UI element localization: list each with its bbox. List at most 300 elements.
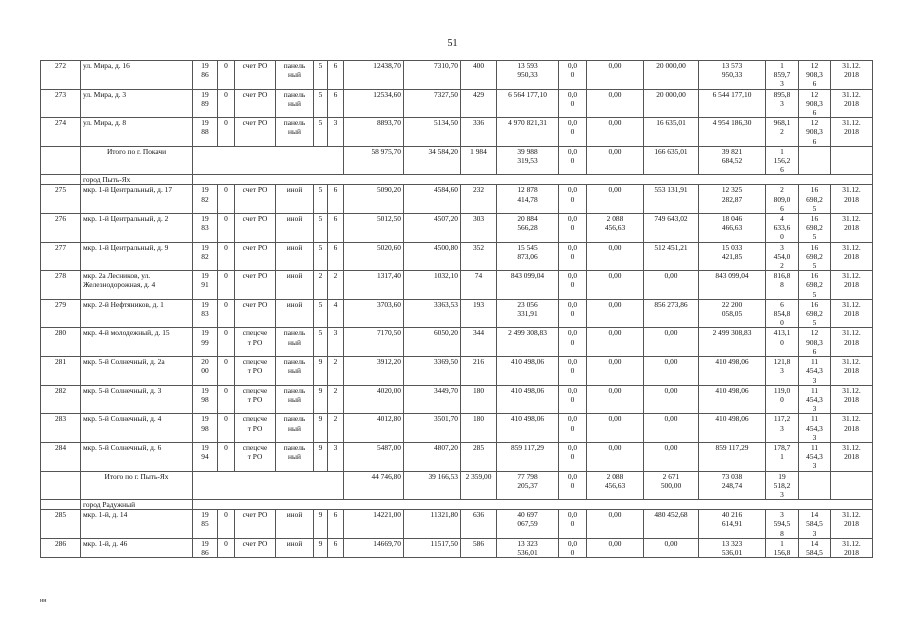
cell-f4: 22 200 058,05 [699, 299, 766, 328]
cell-fl: 9 [314, 510, 328, 539]
cell-res: 352 [461, 242, 497, 271]
cell-en: 6 [328, 242, 344, 271]
cell-wall: иной [276, 214, 314, 243]
empty-cell [41, 146, 81, 175]
cell-n: 275 [41, 185, 81, 214]
cell-fl: 2 [314, 271, 328, 300]
cell-f4: 6 544 177,10 [699, 89, 766, 118]
cell-mx: 16 698,2 5 [799, 271, 831, 300]
cell-wall: панель ный [276, 385, 314, 414]
total-f1: 0,0 0 [559, 146, 587, 175]
cell-f1: 0,0 0 [559, 414, 587, 443]
cell-f3: 553 131,91 [644, 185, 699, 214]
cell-a1: 4012,80 [344, 414, 404, 443]
cell-f2: 2 088 456,63 [587, 214, 644, 243]
cell-n: 273 [41, 89, 81, 118]
cell-f2: 0,00 [587, 185, 644, 214]
cell-a1: 5012,50 [344, 214, 404, 243]
cell-date: 31.12. 2018 [831, 89, 873, 118]
cell-en: 2 [328, 385, 344, 414]
cell-a1: 14221,00 [344, 510, 404, 539]
cell-z: 0 [218, 89, 235, 118]
cell-wall: иной [276, 299, 314, 328]
cell-f2: 0,00 [587, 299, 644, 328]
cell-sp: 968,1 2 [766, 118, 799, 147]
cell-wall: панель ный [276, 328, 314, 357]
cell-f1: 0,0 0 [559, 214, 587, 243]
total-row [41, 146, 873, 175]
cell-total: 2 499 308,83 [497, 328, 559, 357]
total-label: Итого по г. Пыть-Ях [81, 471, 193, 500]
empty-cell [799, 146, 831, 175]
total-a1: 58 975,70 [344, 146, 404, 175]
cell-f1: 0,0 0 [559, 185, 587, 214]
total-a2: 39 166,53 [404, 471, 461, 500]
cell-n: 281 [41, 357, 81, 386]
cell-a2: 7327,50 [404, 89, 461, 118]
cell-a2: 11517,50 [404, 538, 461, 557]
cell-f3: 0,00 [644, 328, 699, 357]
total-sp: 19 518,2 3 [766, 471, 799, 500]
cell-f3: 0,00 [644, 442, 699, 471]
cell-f4: 843 099,04 [699, 271, 766, 300]
total-res: 1 984 [461, 146, 497, 175]
table-body [41, 61, 873, 558]
total-f4: 39 821 684,52 [699, 146, 766, 175]
cell-en: 2 [328, 271, 344, 300]
table-row [41, 442, 873, 471]
cell-fund: спецсче т РО [235, 328, 276, 357]
cell-z: 0 [218, 510, 235, 539]
cell-wall: иной [276, 510, 314, 539]
cell-a2: 4807,20 [404, 442, 461, 471]
cell-date: 31.12. 2018 [831, 118, 873, 147]
cell-total: 410 498,06 [497, 414, 559, 443]
cell-f1: 0,0 0 [559, 61, 587, 90]
cell-mx: 14 584,5 3 [799, 510, 831, 539]
cell-year: 19 86 [193, 538, 218, 557]
cell-mx: 16 698,2 5 [799, 299, 831, 328]
cell-mx: 11 454,3 3 [799, 414, 831, 443]
cell-mx: 16 698,2 5 [799, 242, 831, 271]
empty-cell [799, 471, 831, 500]
cell-date: 31.12. 2018 [831, 385, 873, 414]
cell-n: 278 [41, 271, 81, 300]
cell-en: 3 [328, 442, 344, 471]
cell-year: 20 00 [193, 357, 218, 386]
table-row [41, 385, 873, 414]
total-label: Итого по г. Покачи [81, 146, 193, 175]
cell-sp: 1 859,7 3 [766, 61, 799, 90]
cell-year: 19 98 [193, 414, 218, 443]
cell-a2: 6050,20 [404, 328, 461, 357]
cell-res: 285 [461, 442, 497, 471]
cell-f3: 0,00 [644, 538, 699, 557]
cell-n: 285 [41, 510, 81, 539]
total-f3: 166 635,01 [644, 146, 699, 175]
cell-date: 31.12. 2018 [831, 538, 873, 557]
cell-mx: 16 698,2 5 [799, 185, 831, 214]
cell-en: 2 [328, 357, 344, 386]
cell-date: 31.12. 2018 [831, 299, 873, 328]
cell-f1: 0,0 0 [559, 271, 587, 300]
table-row [41, 357, 873, 386]
section-header-row [41, 500, 873, 510]
cell-addr: мкр. 5-й Солнечный, д. 3 [81, 385, 193, 414]
cell-wall: иной [276, 185, 314, 214]
footer-mark: нн [40, 598, 47, 604]
cell-res: 336 [461, 118, 497, 147]
cell-f4: 18 046 466,63 [699, 214, 766, 243]
cell-mx: 11 454,3 3 [799, 357, 831, 386]
cell-en: 3 [328, 328, 344, 357]
cell-total: 6 564 177,10 [497, 89, 559, 118]
cell-f3: 0,00 [644, 414, 699, 443]
cell-en: 6 [328, 538, 344, 557]
cell-wall: панель ный [276, 61, 314, 90]
table-row [41, 299, 873, 328]
empty-cell [41, 500, 81, 510]
cell-fl: 9 [314, 385, 328, 414]
cell-f4: 13 573 950,33 [699, 61, 766, 90]
empty-cell [41, 175, 81, 185]
cell-res: 400 [461, 61, 497, 90]
cell-f4: 4 954 186,30 [699, 118, 766, 147]
cell-f3: 0,00 [644, 271, 699, 300]
cell-mx: 11 454,3 3 [799, 442, 831, 471]
cell-f3: 749 643,02 [644, 214, 699, 243]
cell-fund: спецсче т РО [235, 385, 276, 414]
cell-a2: 4507,20 [404, 214, 461, 243]
cell-n: 280 [41, 328, 81, 357]
empty-cell [831, 146, 873, 175]
empty-cell [193, 175, 873, 185]
cell-fund: счет РО [235, 118, 276, 147]
total-f3: 2 671 500,00 [644, 471, 699, 500]
cell-f4: 15 033 421,85 [699, 242, 766, 271]
cell-sp: 178,7 1 [766, 442, 799, 471]
empty-cell [193, 146, 344, 175]
cell-sp: 6 854,8 0 [766, 299, 799, 328]
cell-n: 276 [41, 214, 81, 243]
cell-f3: 0,00 [644, 357, 699, 386]
cell-addr: ул. Мира, д. 16 [81, 61, 193, 90]
cell-year: 19 98 [193, 385, 218, 414]
cell-a2: 3369,50 [404, 357, 461, 386]
cell-f2: 0,00 [587, 242, 644, 271]
cell-res: 429 [461, 89, 497, 118]
cell-f4: 12 325 282,87 [699, 185, 766, 214]
cell-addr: мкр. 2а Лесников, ул. Железнодорожная, д. 4 [81, 271, 193, 300]
cell-z: 0 [218, 214, 235, 243]
cell-res: 232 [461, 185, 497, 214]
cell-year: 19 82 [193, 242, 218, 271]
cell-f1: 0,0 0 [559, 510, 587, 539]
cell-a2: 7310,70 [404, 61, 461, 90]
cell-total: 859 117,29 [497, 442, 559, 471]
table-row [41, 214, 873, 243]
cell-mx: 12 908,3 6 [799, 328, 831, 357]
cell-res: 303 [461, 214, 497, 243]
table-row [41, 414, 873, 443]
cell-date: 31.12. 2018 [831, 328, 873, 357]
cell-total: 410 498,06 [497, 357, 559, 386]
table-row [41, 510, 873, 539]
cell-mx: 11 454,3 3 [799, 385, 831, 414]
cell-sp: 1 156,8 [766, 538, 799, 557]
cell-year: 19 88 [193, 118, 218, 147]
cell-addr: ул. Мира, д. 3 [81, 89, 193, 118]
cell-a1: 5090,20 [344, 185, 404, 214]
table-row [41, 271, 873, 300]
cell-z: 0 [218, 442, 235, 471]
cell-addr: мкр. 5-й Солнечный, д. 2а [81, 357, 193, 386]
cell-fl: 9 [314, 357, 328, 386]
cell-wall: панель ный [276, 118, 314, 147]
cell-sp: 2 809,0 6 [766, 185, 799, 214]
cell-f1: 0,0 0 [559, 89, 587, 118]
cell-total: 12 878 414,78 [497, 185, 559, 214]
empty-cell [41, 471, 81, 500]
cell-a1: 12534,60 [344, 89, 404, 118]
cell-fund: счет РО [235, 538, 276, 557]
cell-addr: мкр. 1-й Центральный, д. 2 [81, 214, 193, 243]
cell-sp: 895,8 3 [766, 89, 799, 118]
cell-year: 19 82 [193, 185, 218, 214]
cell-n: 282 [41, 385, 81, 414]
table-row [41, 328, 873, 357]
cell-date: 31.12. 2018 [831, 185, 873, 214]
cell-addr: мкр. 1-й Центральный, д. 17 [81, 185, 193, 214]
cell-en: 4 [328, 299, 344, 328]
total-res: 2 359,00 [461, 471, 497, 500]
cell-z: 0 [218, 185, 235, 214]
cell-fund: счет РО [235, 271, 276, 300]
cell-f3: 16 635,01 [644, 118, 699, 147]
cell-f1: 0,0 0 [559, 538, 587, 557]
total-total: 39 988 319,53 [497, 146, 559, 175]
cell-sp: 3 454,0 2 [766, 242, 799, 271]
cell-year: 19 94 [193, 442, 218, 471]
cell-res: 216 [461, 357, 497, 386]
cell-sp: 119,0 0 [766, 385, 799, 414]
cell-fl: 5 [314, 61, 328, 90]
cell-f3: 0,00 [644, 385, 699, 414]
cell-year: 19 85 [193, 510, 218, 539]
cell-f4: 40 216 614,91 [699, 510, 766, 539]
cell-total: 13 323 536,01 [497, 538, 559, 557]
cell-mx: 12 908,3 6 [799, 61, 831, 90]
cell-f4: 13 323 536,01 [699, 538, 766, 557]
cell-res: 586 [461, 538, 497, 557]
cell-f2: 0,00 [587, 118, 644, 147]
cell-year: 19 91 [193, 271, 218, 300]
cell-mx: 12 908,3 6 [799, 89, 831, 118]
cell-en: 6 [328, 185, 344, 214]
cell-n: 283 [41, 414, 81, 443]
cell-fl: 9 [314, 414, 328, 443]
cell-fl: 5 [314, 328, 328, 357]
section-title: город Радужный [81, 500, 193, 510]
cell-f1: 0,0 0 [559, 118, 587, 147]
empty-cell [193, 500, 873, 510]
cell-wall: иной [276, 271, 314, 300]
cell-f2: 0,00 [587, 328, 644, 357]
cell-a1: 3912,20 [344, 357, 404, 386]
cell-z: 0 [218, 271, 235, 300]
table-row [41, 242, 873, 271]
cell-year: 19 99 [193, 328, 218, 357]
cell-a2: 3363,53 [404, 299, 461, 328]
cell-total: 4 970 821,31 [497, 118, 559, 147]
cell-mx: 14 584,5 [799, 538, 831, 557]
cell-addr: мкр. 1-й, д. 14 [81, 510, 193, 539]
cell-fl: 5 [314, 214, 328, 243]
cell-total: 20 884 566,28 [497, 214, 559, 243]
cell-addr: мкр. 5-й Солнечный, д. 6 [81, 442, 193, 471]
cell-fl: 9 [314, 538, 328, 557]
table-row [41, 89, 873, 118]
cell-f3: 20 000,00 [644, 89, 699, 118]
cell-wall: панель ный [276, 89, 314, 118]
cell-a1: 1317,40 [344, 271, 404, 300]
cell-n: 284 [41, 442, 81, 471]
cell-a2: 3501,70 [404, 414, 461, 443]
cell-a2: 1032,10 [404, 271, 461, 300]
cell-z: 0 [218, 242, 235, 271]
cell-a1: 12438,70 [344, 61, 404, 90]
cell-f4: 410 498,06 [699, 414, 766, 443]
cell-fund: счет РО [235, 242, 276, 271]
total-f1: 0,0 0 [559, 471, 587, 500]
table-row [41, 118, 873, 147]
cell-a1: 7170,50 [344, 328, 404, 357]
cell-wall: иной [276, 242, 314, 271]
cell-z: 0 [218, 538, 235, 557]
cell-sp: 121,8 3 [766, 357, 799, 386]
cell-a2: 3449,70 [404, 385, 461, 414]
cell-n: 286 [41, 538, 81, 557]
cell-z: 0 [218, 385, 235, 414]
cell-a2: 4500,80 [404, 242, 461, 271]
cell-f2: 0,00 [587, 510, 644, 539]
cell-addr: мкр. 1-й Центральный, д. 9 [81, 242, 193, 271]
cell-date: 31.12. 2018 [831, 214, 873, 243]
cell-f3: 20 000,00 [644, 61, 699, 90]
cell-date: 31.12. 2018 [831, 510, 873, 539]
cell-a1: 8893,70 [344, 118, 404, 147]
cell-f2: 0,00 [587, 442, 644, 471]
cell-date: 31.12. 2018 [831, 61, 873, 90]
cell-fund: счет РО [235, 299, 276, 328]
cell-f2: 0,00 [587, 271, 644, 300]
cell-fl: 9 [314, 442, 328, 471]
cell-fund: счет РО [235, 61, 276, 90]
cell-fund: счет РО [235, 185, 276, 214]
cell-f1: 0,0 0 [559, 385, 587, 414]
cell-n: 272 [41, 61, 81, 90]
cell-en: 6 [328, 89, 344, 118]
cell-f1: 0,0 0 [559, 357, 587, 386]
cell-fl: 5 [314, 118, 328, 147]
total-f2: 0,00 [587, 146, 644, 175]
cell-fl: 5 [314, 299, 328, 328]
cell-mx: 16 698,2 5 [799, 214, 831, 243]
cell-date: 31.12. 2018 [831, 357, 873, 386]
cell-sp: 3 594,5 8 [766, 510, 799, 539]
cell-a2: 4584,60 [404, 185, 461, 214]
cell-f3: 480 452,68 [644, 510, 699, 539]
cell-en: 3 [328, 118, 344, 147]
cell-f4: 410 498,06 [699, 357, 766, 386]
section-header-row [41, 175, 873, 185]
cell-fl: 5 [314, 185, 328, 214]
cell-res: 180 [461, 414, 497, 443]
section-title: город Пыть-Ях [81, 175, 193, 185]
cell-a2: 11321,80 [404, 510, 461, 539]
cell-a1: 5487,00 [344, 442, 404, 471]
cell-sp: 816,8 8 [766, 271, 799, 300]
table-row [41, 61, 873, 90]
total-a2: 34 584,20 [404, 146, 461, 175]
cell-en: 6 [328, 61, 344, 90]
cell-f3: 856 273,86 [644, 299, 699, 328]
cell-n: 277 [41, 242, 81, 271]
total-sp: 1 156,2 6 [766, 146, 799, 175]
cell-wall: иной [276, 538, 314, 557]
cell-a1: 3703,60 [344, 299, 404, 328]
cell-f2: 0,00 [587, 357, 644, 386]
cell-n: 274 [41, 118, 81, 147]
cell-addr: ул. Мира, д. 8 [81, 118, 193, 147]
cell-addr: мкр. 1-й, д. 46 [81, 538, 193, 557]
cell-f2: 0,00 [587, 414, 644, 443]
cell-f2: 0,00 [587, 538, 644, 557]
cell-wall: панель ный [276, 414, 314, 443]
cell-z: 0 [218, 414, 235, 443]
cell-date: 31.12. 2018 [831, 242, 873, 271]
cell-res: 74 [461, 271, 497, 300]
cell-f2: 0,00 [587, 61, 644, 90]
total-f2: 2 088 456,63 [587, 471, 644, 500]
cell-addr: мкр. 4-й молодежный, д. 15 [81, 328, 193, 357]
cell-f3: 512 451,21 [644, 242, 699, 271]
cell-n: 279 [41, 299, 81, 328]
cell-z: 0 [218, 357, 235, 386]
cell-total: 410 498,06 [497, 385, 559, 414]
total-f4: 73 038 248,74 [699, 471, 766, 500]
cell-a1: 5020,60 [344, 242, 404, 271]
cell-en: 6 [328, 214, 344, 243]
cell-f1: 0,0 0 [559, 242, 587, 271]
cell-z: 0 [218, 328, 235, 357]
total-a1: 44 746,80 [344, 471, 404, 500]
cell-fund: счет РО [235, 214, 276, 243]
cell-total: 13 593 950,33 [497, 61, 559, 90]
total-row [41, 471, 873, 500]
cell-total: 843 099,04 [497, 271, 559, 300]
total-total: 77 798 205,37 [497, 471, 559, 500]
cell-addr: мкр. 5-й Солнечный, д. 4 [81, 414, 193, 443]
cell-f1: 0,0 0 [559, 299, 587, 328]
cell-a1: 4020,00 [344, 385, 404, 414]
cell-year: 19 89 [193, 89, 218, 118]
cell-f1: 0,0 0 [559, 328, 587, 357]
cell-res: 180 [461, 385, 497, 414]
cell-a2: 5134,50 [404, 118, 461, 147]
cell-f4: 859 117,29 [699, 442, 766, 471]
cell-sp: 4 633,6 0 [766, 214, 799, 243]
